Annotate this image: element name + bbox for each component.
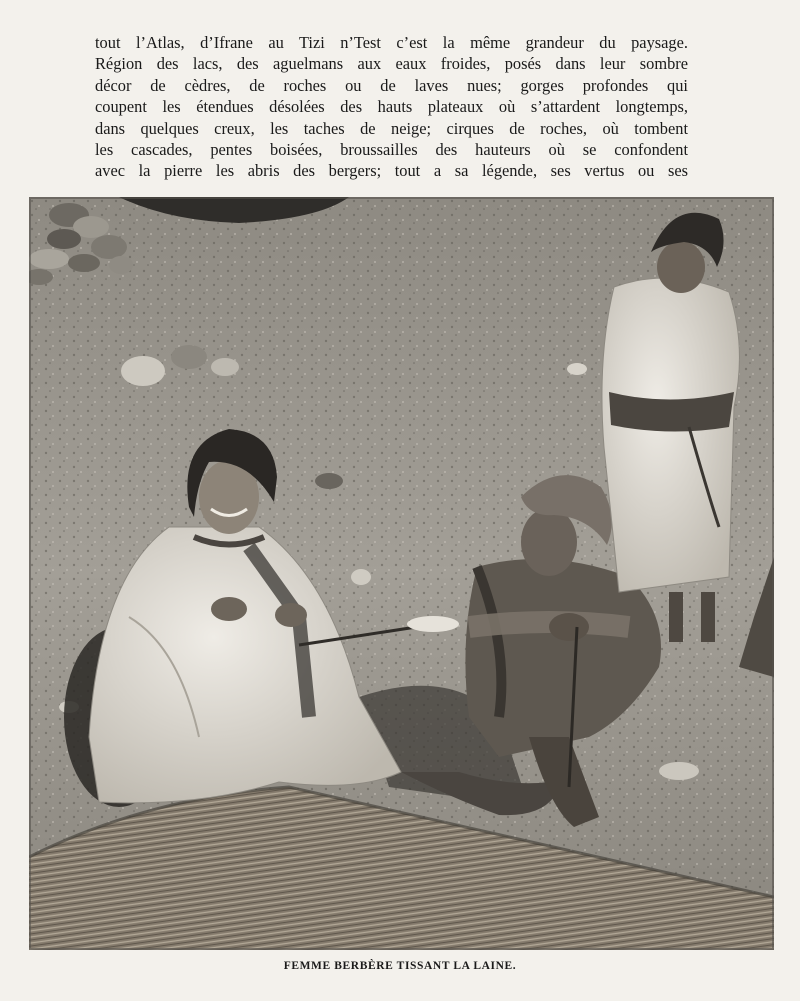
wool-tuft (407, 616, 459, 632)
text-line: coupent les étendues désolées des hauts plateaux où s’attardent longtemps, (95, 97, 688, 117)
text-line: les cascades, pentes boisées, broussailles des hauteurs où se confondent (95, 140, 688, 160)
man-face (521, 508, 577, 576)
photo-caption: FEMME BERBÈRE TISSANT LA LAINE. (283, 960, 517, 972)
standing-face (657, 241, 705, 293)
text-line: Région des lacs, des aguelmans aux eaux froides, posés dans leur sombre (95, 54, 688, 74)
text-line: dans quelques creux, les taches de neige; cirques de roches, où tombent (95, 118, 688, 138)
text-line: avec la pierre les abris des bergers; tout a sa légende, ses vertus ou ses (95, 161, 688, 181)
photograph (29, 197, 774, 950)
text-line: décor de cèdres, de roches ou de laves nues; gorges profondes qui (95, 75, 688, 95)
text-line: tout l’Atlas, d’Ifrane au Tizi n’Test c’est la même grandeur du paysage. (95, 33, 688, 52)
photo-illustration (29, 197, 774, 950)
body-text (95, 32, 688, 182)
